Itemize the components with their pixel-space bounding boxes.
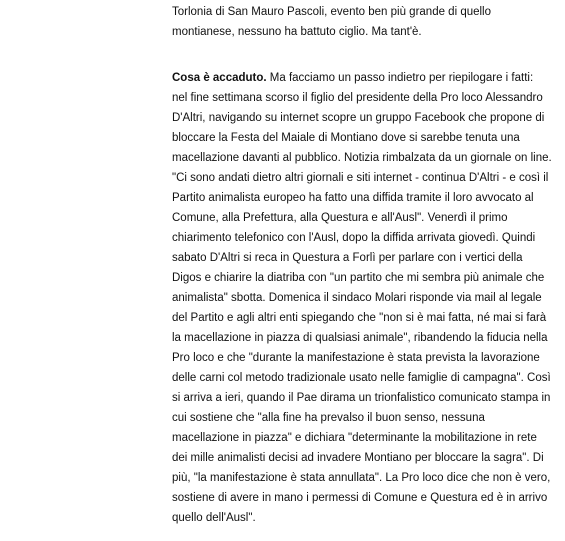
body-line-1: nel fine settimana scorso il figlio del presidente della Pro loco Alessandro — [172, 92, 543, 104]
body-line-14: Pro loco e che "durante la manifestazione è stata prevista la lavorazione — [172, 352, 540, 364]
body-line-12: del Partito e agli altri enti spiegando che "non si è mai fatta, né mai si farà — [172, 312, 547, 324]
body-line-3: bloccare la Festa del Maiale di Montiano dove si sarebbe tenuta una — [172, 132, 520, 144]
body-line-10: Digos e chiarire la diatriba con "un partito che mi sembra più animale che — [172, 272, 545, 284]
body-line-21: sostiene di avere in mano i permessi di Comune e Questura ed è in arrivo — [172, 492, 548, 504]
body-line-4: macellazione davanti al pubblico. Notizia rimbalzata da un giornale on line. — [172, 152, 552, 164]
body-line-19: dei mille animalisti decisi ad invadere Montiano per bloccare la sagra". Di — [172, 452, 544, 464]
body-line-18: macellazione in piazza" e dichiara "determinante la mobilitazione in rete — [172, 432, 537, 444]
body-line-15: delle carni col metodo tradizionale usato nelle famiglie di campagna". Così — [172, 372, 551, 384]
section-first-line — [172, 68, 533, 88]
intro-line-1: Torlonia di San Mauro Pascoli, evento ben più grande di quello — [172, 6, 492, 18]
body-line-13: la macellazione in piazza di qualsiasi animale", ribandendo la fiducia nella — [172, 332, 548, 344]
body-line-11: animalista" sbotta. Domenica il sindaco Molari risponde via mail al legale — [172, 292, 542, 304]
body-line-16: si arriva a ieri, quando il Pae dirama un trionfalistico comunicato stampa in — [172, 392, 551, 404]
body-line-9: sabato D'Altri si reca in Questura a Forlì per parlare con i vertici della — [172, 252, 523, 264]
body-line-7: Comune, alla Prefettura, alla Questura e all'Ausl". Venerdì il primo — [172, 212, 508, 224]
body-line-8: chiarimento telefonico con l'Ausl, dopo la diffida arrivata giovedì. Quindi — [172, 232, 536, 244]
section-first-line-text: Ma facciamo un passo indietro per riepilogare i fatti: — [266, 72, 534, 84]
intro-line-2: montianese, nessuno ha battuto ciglio. Ma tant'è. — [172, 26, 422, 38]
body-line-20: più, "la manifestazione è stata annullata". La Pro loco dice che non è vero, — [172, 472, 551, 484]
body-line-5: "Ci sono andati dietro altri giornali e siti internet - continua D'Altri - e così il — [172, 172, 549, 184]
body-line-17: cui sostiene che "alla fine ha prevalso il buon senso, nessuna — [172, 412, 485, 424]
body-line-6: Partito animalista europeo ha fatto una diffida tramite il loro avvocato al — [172, 192, 534, 204]
section-heading: Cosa è accaduto. — [172, 72, 267, 84]
body-line-2: D'Altri, navigando su internet scopre un gruppo Facebook che propone di — [172, 112, 545, 124]
body-line-22: quello dell'Ausl". — [172, 512, 256, 524]
